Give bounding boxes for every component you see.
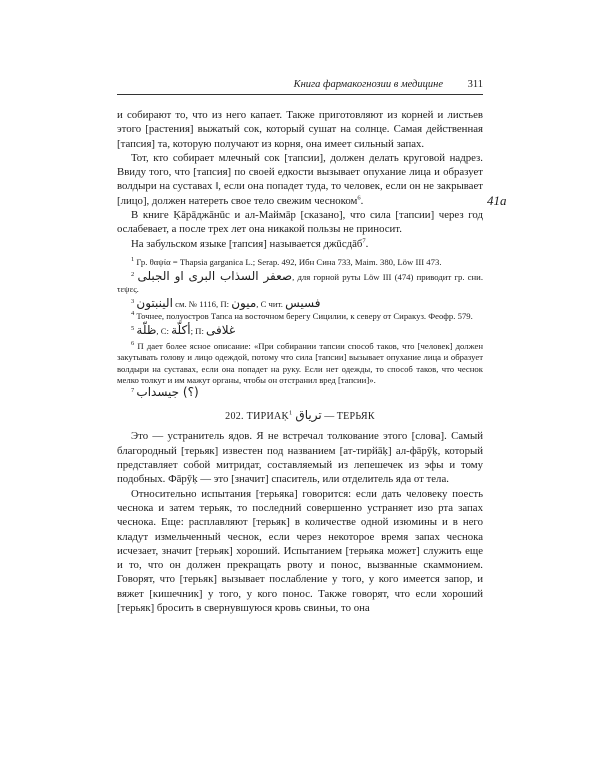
- arabic-text: ميون: [231, 296, 257, 311]
- footnote: $^4$ Точнее, полуостров Тапса на восточном берегу Сицилии, к северу от Сиракуз. Феофр. 579.: [131, 310, 473, 321]
- running-header: [117, 78, 483, 95]
- paragraph: В книге Ḳāрāджāнūс и ал-Маймāр [сказано], что сила [тапсии] через год ослабевает, а после трех лет она никакой пользы не приносит.: [117, 209, 483, 236]
- paragraph: Тот, кто собирает млечный сок [тапсии], должен делать круговой надрез. Ввиду того, что [тапсия] по своей едкости вызывает опухание лица и образует волдыри на суставах ‖, если она попадет туда, то человек, если он не закрывает [лицо], должен натереть свое тело свежим чесноком$^6$.: [117, 151, 483, 207]
- footnote-ref: 7: [362, 237, 366, 245]
- arabic-text: صعفر السذاب البرى او الجبلى: [137, 269, 293, 284]
- footnote: $^6$ П дает более ясное описание: «При собирании тапсии способ таков, что [человек] должен закутывать голову и лицо одеждой, потому что сила [тапсии] вызывает опухание лица и образует волдыри на суставах, если она попадет на руку. Если нет одежды, то способ таков, что чеснок мелко толкут и им мажут органы, чтобы он отстранил вред [тапсии]».: [117, 340, 484, 386]
- article-heading: 202. ТИРИАḲ$^1$ ترياق — ТЕРЬЯК: [225, 408, 375, 423]
- footnote: $^3$ الينبتون см. № 1116, П: ميون, С чит. فسيس: [131, 296, 321, 311]
- arabic-text: أكلّة: [171, 323, 191, 338]
- footnote: $^7$ (؟) جيسداب: [131, 384, 199, 399]
- arabic-text: الينبتون: [136, 296, 173, 311]
- footnote: $^5$ ظلّة, С: أكلّة; П: غلافى: [131, 323, 236, 338]
- paragraph: и собирают то, что из него капает. Также приготовляют из корней и листьев этого [растения] выжатый сок, который сушат на солнце. Самая действенная [тапсия] та, которую получают из корня, она имеет сильный запах.: [117, 109, 483, 150]
- running-title: Книга фармакогнозии в медицине: [293, 79, 443, 90]
- arabic-text: فسيس: [285, 296, 321, 311]
- arabic-text: (؟) جيسداب: [136, 384, 199, 399]
- footnote: $^1$ Гр. θαψία = Thapsia garganica L.; Serap. 492, Ибн Сина 733, Maim. 380, Löw III 473.: [131, 256, 442, 267]
- arabic-text: ظلّة: [136, 323, 157, 338]
- page-number: 311: [467, 79, 483, 90]
- footnote-ref: 6: [357, 194, 361, 202]
- footnote: $^2$ صعفر السذاب البرى او الجبلى, для горной руты Löw III (474) приводит гр. сни. τεψες.: [117, 269, 484, 294]
- paragraph: На забульском языке [тапсия] называется джūсдāб$^7$.: [131, 237, 369, 250]
- page-body: [117, 108, 483, 615]
- arabic-title: ترياق: [295, 408, 322, 423]
- margin-note: 41а: [487, 193, 507, 208]
- arabic-text: غلافى: [206, 323, 236, 338]
- paragraph: Относительно испытания [терьяка] говорится: если дать человеку поесть чеснока и затем терьяк, то последний совершенно устраняет изо рта запах чеснока. Еще: расплавляют [терьяк] в количестве одной изюмины и в него кладут измельченный чеснок, если через некоторое время запах чеснока исчезает, значит [терьяк] хороший. Испытанием [терьяка может] служить еще и то, что он должен прекращать рвоту и понос, вызванные скаммонием. Говорят, что [терьяк] вызывает послабление у того, у кого имеется запор, и вяжет [кишечник] у того, у кого понос. Также говорят, что если хороший [терьяк] бросить в свернувшуюся кровь свиньи, то она: [117, 487, 483, 615]
- paragraph: Это — устранитель ядов. Я не встречал толкование этого [слова]. Самый благородный [терьяк] известен под названием [ат-тирйāḳ] ал-фāрӯḳ, который представляет собой митридат, составляемый из лепешечек из эфы и тому подобных. Фāрӯḳ — это [значит] спаситель, или отделитель яда от тела.: [117, 430, 483, 486]
